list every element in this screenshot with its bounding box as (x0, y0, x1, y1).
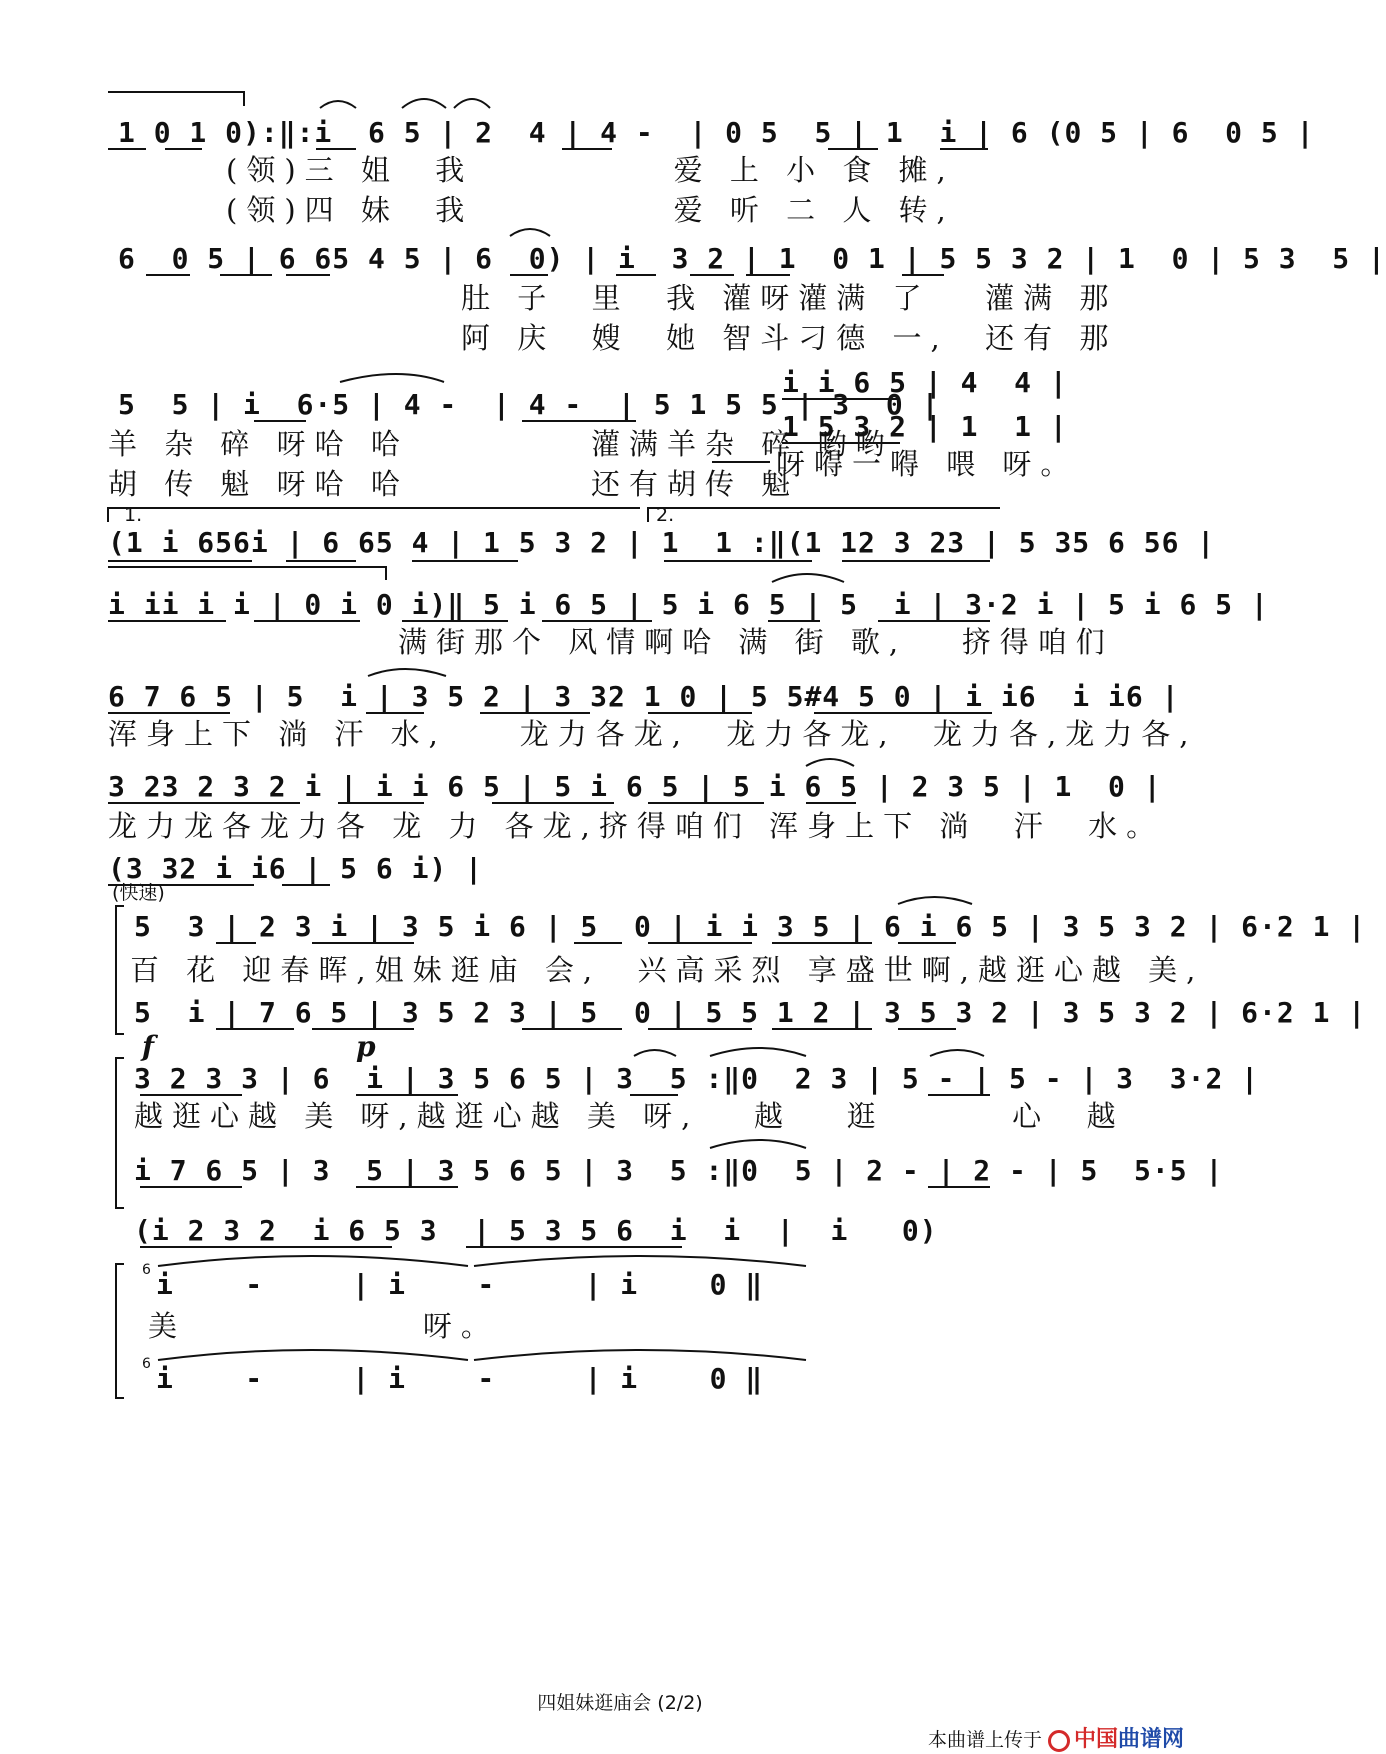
lyric-line: 阿 庆 嫂 她 智斗刁德 一, 还有 那 (461, 321, 1118, 355)
notation-line: 3 23 2 3 2 i | i i 6 5 | 5 i 6 5 | 5 i 6 5 | 2 3 5 | 1 0 | (108, 770, 1162, 803)
dynamic-forte: f (142, 1030, 155, 1063)
site-name-a: 中国 (1074, 1727, 1119, 1752)
notation-line: i ii i i | 0 i 0 i)‖ 5 i 6 5 | 5 i 6 5 | 5 i | 3·2 i | 5 i 6 5 | (108, 588, 1269, 621)
lyric-line: (领)三 姐 我 爱 上 小 食 摊, (226, 153, 955, 187)
uploaded-label: 本曲谱上传于 (928, 1729, 1043, 1751)
notation-line: (3 32 i i6 | 5 6 i) | (108, 852, 484, 885)
notation-line: 6 0 5 | 6 65 4 5 | 6 0) | i 3 2 | 1 0 1 | 5 5 3 2 | 1 0 | 5 3 5 | (118, 242, 1386, 275)
notation-lower-voice: i 7 6 5 | 3 5 | 3 5 6 5 | 3 5 :‖0 5 | 2 - | 2 - | 5 5·5 | (134, 1154, 1224, 1187)
lyric-line: 胡 传 魁 呀哈 哈 还有胡传 魁 (108, 467, 800, 501)
lyric-line: 羊 杂 碎 呀哈 哈 灌满羊杂 碎 哟哟 (108, 427, 894, 461)
lyric-line: 浑身上下 淌 汗 水, 龙力各龙, 龙力各龙, 龙力各,龙力各, (108, 717, 1198, 751)
lyric-line: (领)四 妹 我 爱 听 二 人 转, (226, 193, 955, 227)
notation-upper-voice: 3 2 3 3 | 6 i | 3 5 6 5 | 3 5 :‖0 2 3 | 5 - | 5 - | 3 3·2 | (134, 1062, 1260, 1095)
notation-line: 6 7 6 5 | 5 i | 3 5 2 | 3 32 1 0 | 5 5#4 5 0 | i i6 i i6 | (108, 680, 1180, 713)
fermata-fraction: 6 (142, 1262, 151, 1278)
lyric-line: 越逛心越 美 呀,越逛心越 美 呀, 越 逛 心 越 (134, 1099, 1125, 1133)
site-logo-icon (1048, 1730, 1070, 1752)
volta-2-label: 2. (656, 504, 675, 526)
page-footer-title: 四姐妹逛庙会 (2/2) (537, 1692, 703, 1714)
volta-1-label: 1. (124, 504, 143, 526)
fermata-fraction: 6 (142, 1356, 151, 1372)
notation-lower-voice: i - | i - | i 0 ‖ (156, 1362, 764, 1395)
tempo-marking: (快速) (112, 882, 165, 904)
notation-line: (1 i 656i | 6 65 4 | 1 5 3 2 | 1 1 :‖(1 12 3 23 | 5 35 6 56 | (108, 526, 1216, 559)
notation-upper-voice: i i 6 5 | 4 4 | (782, 366, 1068, 399)
lyric-line: 呀嘚一嘚 喂 呀。 (776, 447, 1079, 481)
lyric-line: 美 呀。 (148, 1309, 499, 1343)
notation-line: 1 0 1 0):‖:i 6 5 | 2 4 | 4 - | 0 5 5 | 1 i | 6 (0 5 | 6 0 5 | (118, 116, 1315, 149)
lyric-line: 百 花 迎春晖,姐妹逛庙 会, 兴高采烈 享盛世啊,越逛心越 美, (130, 953, 1205, 987)
notation-upper-voice: 5 3 | 2 3 i | 3 5 i 6 | 5 0 | i i 3 5 | 6 i 6 5 | 3 5 3 2 | 6·2 1 | (134, 910, 1367, 943)
notation-line: 5 5 | i 6·5 | 4 - | 4 - | 5 1 5 5 | 3 0 | (118, 388, 940, 421)
notation-upper-voice: i - | i - | i 0 ‖ (156, 1268, 764, 1301)
lyric-line: 肚 子 里 我 灌呀灌满 了 灌满 那 (461, 281, 1118, 315)
notation-lower-voice: 5 i | 7 6 5 | 3 5 2 3 | 5 0 | 5 5 1 2 | 3 5 3 2 | 3 5 3 2 | 6·2 1 | (134, 996, 1367, 1029)
notation-lower-voice: 1 5 3 2 | 1 1 | (782, 410, 1068, 443)
notation-interlude: (i 2 3 2 i 6 5 3 | 5 3 5 6 i i | i 0) (134, 1214, 938, 1247)
site-watermark (928, 1722, 1184, 1753)
lyric-line: 满街那个 风情啊哈 满 街 歌, 挤得咱们 (398, 625, 1114, 659)
dynamic-piano: p (356, 1030, 376, 1063)
lyric-line: 龙力龙各龙力各 龙 力 各龙,挤得咱们 浑身上下 淌 汗 水。 (108, 809, 1165, 843)
site-name-b: 曲谱网 (1118, 1727, 1185, 1752)
